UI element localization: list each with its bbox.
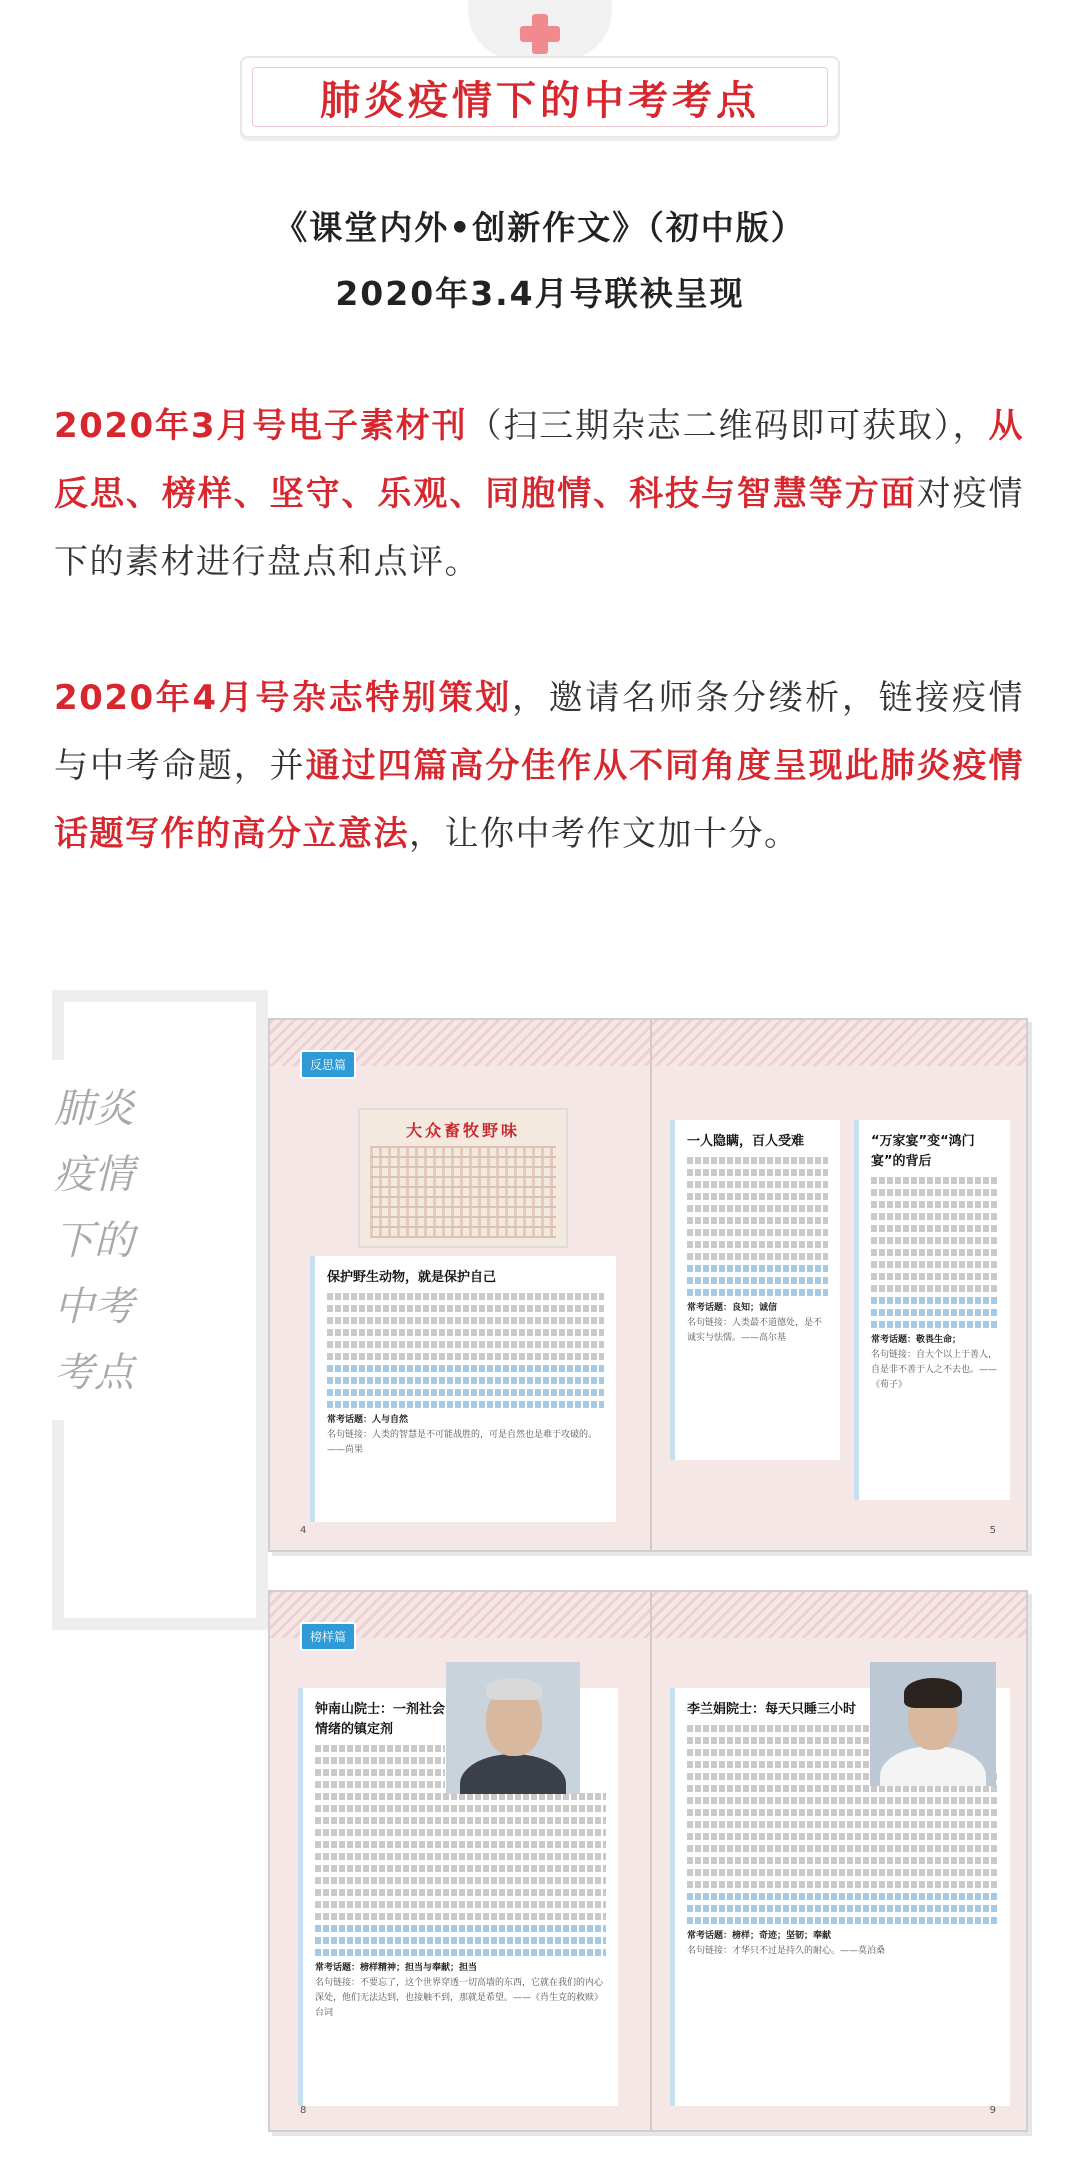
text-line (687, 1157, 828, 1164)
magazine-spread-reflection (268, 1018, 1028, 1552)
page-gutter (650, 1020, 652, 1550)
page-number-left: 4 (300, 1525, 307, 1536)
text-line (687, 1857, 998, 1864)
text-line (871, 1189, 998, 1196)
text-line (327, 1305, 604, 1312)
side-label-line: 下的 (54, 1218, 134, 1264)
highlight-text: 2020年3月号电子素材刊 (54, 406, 468, 446)
side-label (54, 1076, 174, 1406)
note-line (687, 1905, 998, 1912)
text-line (687, 1809, 998, 1816)
article-title: “万家宴”变“鸿门宴”的背后 (871, 1134, 975, 1169)
text-line (687, 1253, 828, 1260)
text-line (687, 1845, 998, 1852)
text-line (315, 1877, 606, 1884)
page-number-right: 9 (989, 2105, 996, 2116)
text-line (315, 1829, 606, 1836)
text-line (687, 1241, 828, 1248)
text-line (687, 1725, 877, 1732)
text-line (315, 1757, 445, 1764)
article-card (670, 1120, 840, 1460)
text-line (315, 1901, 606, 1908)
text-line (327, 1317, 604, 1324)
text-line (687, 1181, 828, 1188)
note-line (315, 1925, 606, 1932)
text-line (315, 1805, 606, 1812)
article-title: 李兰娟院士：每天只睡三小时 (687, 1702, 857, 1717)
body-text: 对疫情下的素材进行盘点和点评。 (54, 474, 1025, 582)
side-label-line: 肺炎 (54, 1086, 134, 1132)
quote-text: 名句链接：人类最不道德处，是不诚实与怯懦。——高尔基 (687, 1318, 823, 1343)
body-text: ，邀请名师条分缕析，链接疫情与中考命题，并 (54, 678, 1024, 786)
page-title: 肺炎疫情下的中考考点 (320, 77, 760, 124)
quote-text: 名句链接：不要忘了，这个世界穿透一切高墙的东西，它就在我们的内心深处，他们无法达到，也接触不到，那就是希望。——《肖生克的救赎》台词 (315, 1978, 604, 2018)
article-title: 一人隐瞒，百人受难 (687, 1134, 805, 1149)
text-line (327, 1293, 604, 1300)
highlight-text: 2020年4月号杂志特别策划 (54, 678, 512, 718)
note-line (687, 1917, 998, 1924)
magazine-spread-role-models (268, 1590, 1028, 2132)
portrait-li-lanjuan (870, 1662, 996, 1786)
page-gutter (650, 1592, 652, 2130)
note-line (315, 1949, 606, 1956)
hatch-pattern (270, 1020, 1026, 1066)
text-line (687, 1761, 877, 1768)
note-line (327, 1389, 604, 1396)
side-label-line: 疫情 (54, 1152, 134, 1198)
poster-title: 大众畜牧野味 (405, 1121, 520, 1140)
hair-shape (486, 1678, 542, 1700)
hatch-pattern (270, 1592, 1026, 1638)
portrait-zhong-nanshan (446, 1662, 580, 1794)
text-line (327, 1341, 604, 1348)
text-line (687, 1785, 998, 1792)
article-title: 钟南山院士：一剂社会情绪的镇定剂 (315, 1702, 446, 1737)
quote-text: 名句链接：才华只不过是持久的耐心。——莫泊桑 (687, 1946, 886, 1956)
text-line (687, 1737, 877, 1744)
page-number-left: 8 (300, 2105, 307, 2116)
text-line (315, 1817, 606, 1824)
text-line (327, 1353, 604, 1360)
hair-shape (904, 1678, 962, 1708)
title-banner-inner (252, 67, 828, 127)
note-line (687, 1893, 998, 1900)
note-line (327, 1365, 604, 1372)
quote-text: 名句链接：自大个以上于善人，自是非不善于人之不去也。——《荀子》 (871, 1350, 998, 1390)
title-banner (240, 56, 840, 138)
quote-text: 名句链接：人类的智慧是不可能战胜的，可是自然也是难于攻破的。——尚果 (327, 1430, 598, 1455)
topic-label: 常考话题：榜样精神；担当与奉献；担当 (315, 1963, 478, 1973)
text-line (871, 1273, 998, 1280)
text-line (315, 1745, 445, 1752)
text-line (327, 1329, 604, 1336)
highlight-text: 通过四篇高分佳作从不同角度呈现此肺炎疫情话题写作的高分立意法 (54, 746, 1025, 854)
topic-label: 常考话题：人与自然 (327, 1415, 409, 1425)
text-line (871, 1201, 998, 1208)
article-card (854, 1120, 1010, 1500)
note-line (327, 1401, 604, 1408)
note-line (871, 1309, 998, 1316)
paragraph-april-issue (54, 664, 1024, 868)
note-line (871, 1297, 998, 1304)
text-line (315, 1841, 606, 1848)
text-line (315, 1781, 445, 1788)
section-tag: 榜样篇 (300, 1622, 356, 1651)
text-line (315, 1865, 606, 1872)
note-line (687, 1289, 828, 1296)
subtitle-line2: 2020年3.4月号联袂呈现 (335, 274, 745, 313)
highlight-text: 从反思、榜样、坚守、乐观、同胞情、科技与智慧等方面 (54, 406, 1024, 514)
text-line (315, 1769, 445, 1776)
note-line (687, 1265, 828, 1272)
text-line (871, 1213, 998, 1220)
text-line (687, 1881, 998, 1888)
text-line (315, 1913, 606, 1920)
body-text: ，让你中考作文加十分。 (409, 814, 800, 854)
medical-cross-icon-bar (520, 26, 560, 42)
text-line (687, 1821, 998, 1828)
text-line (687, 1797, 998, 1804)
text-line (871, 1261, 998, 1268)
subtitle-line1: 《课堂内外•创新作文》（初中版） (274, 208, 806, 247)
text-line (687, 1749, 877, 1756)
section-tag: 反思篇 (300, 1050, 356, 1079)
article-title: 保护野生动物，就是保护自己 (327, 1270, 497, 1285)
text-line (687, 1217, 828, 1224)
page-number-right: 5 (989, 1525, 996, 1536)
note-line (871, 1321, 998, 1328)
text-line (315, 1889, 606, 1896)
coat-shape (880, 1746, 986, 1786)
body-text: （扫三期杂志二维码即可获取）， (467, 406, 989, 446)
suit-shape (460, 1754, 566, 1794)
article-card (310, 1256, 616, 1522)
topic-label: 常考话题：良知；诚信 (687, 1303, 778, 1313)
text-line (687, 1833, 998, 1840)
paragraph-march-issue (54, 392, 1024, 596)
topic-label: 常考话题：敬畏生命； (871, 1335, 962, 1345)
text-line (871, 1249, 998, 1256)
text-line (687, 1169, 828, 1176)
text-line (687, 1869, 998, 1876)
text-line (687, 1193, 828, 1200)
text-line (871, 1225, 998, 1232)
text-line (687, 1205, 828, 1212)
side-label-line: 中考 (54, 1284, 134, 1330)
note-line (315, 1937, 606, 1944)
side-label-line: 考点 (54, 1350, 134, 1396)
text-line (687, 1229, 828, 1236)
text-line (315, 1853, 606, 1860)
note-line (687, 1277, 828, 1284)
topic-label: 常考话题：榜样；奇迹；坚韧；奉献 (687, 1931, 832, 1941)
poster-price-table (370, 1146, 556, 1238)
text-line (315, 1793, 606, 1800)
text-line (871, 1285, 998, 1292)
text-line (871, 1237, 998, 1244)
wildlife-poster-image (358, 1108, 568, 1248)
note-line (327, 1377, 604, 1384)
text-line (871, 1177, 998, 1184)
